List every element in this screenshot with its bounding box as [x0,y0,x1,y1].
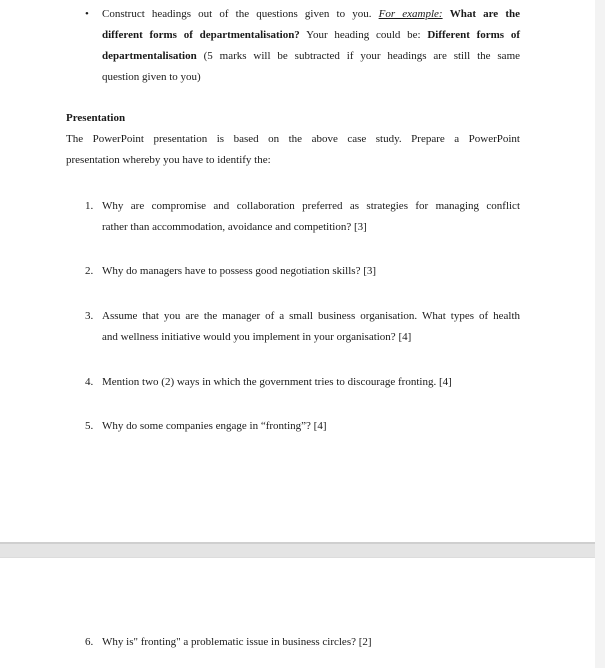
question-5-number: 5. [85,420,94,432]
presentation-intro-line-1-text: The PowerPoint presentation is based on the above case study. Prepare a PowerPoint [66,133,520,145]
question-3-number: 3. [85,310,94,322]
question-3-line-1 [102,309,520,323]
bullet-line-2-mid: Your heading could be: [306,29,421,41]
bullet-line-3 [102,49,520,63]
question-1-line-1 [102,199,520,213]
bullet-line-2 [102,28,520,42]
question-1-number: 1. [85,200,94,212]
question-4-line-1: Mention two (2) ways in which the government tries to discourage fronting. [4] [102,376,452,388]
heading-bold-2: departmentalisation [102,50,197,62]
document-page-2 [0,558,595,668]
page-break-separator [0,542,595,558]
question-4-number: 4. [85,376,94,388]
bullet-line-3-rest: (5 marks will be subtracted if your headings are still the same [203,50,521,62]
bullet-line-1-prefix: Construct headings out of the questions given to you. [102,8,372,20]
question-2-line-1: Why do managers have to possess good negotiation skills? [3] [102,265,377,277]
viewer-scroll-gutter[interactable] [595,0,605,668]
bullet-marker: • [85,8,89,20]
example-label: For example: [378,8,443,20]
heading-bold-1: Different forms of [427,29,520,41]
question-1-line-2: rather than accommodation, avoidance and competition? [3] [102,221,367,233]
question-bold-2: different forms of departmentalisation? [102,29,300,41]
question-bold-1: What are the [449,8,520,20]
presentation-heading: Presentation [66,112,126,124]
presentation-intro-line-2: presentation whereby you have to identify the: [66,154,271,166]
question-2-number: 2. [85,265,94,277]
bullet-line-4: question given to you) [102,71,201,83]
question-6-line-1: Why is" fronting" a problematic issue in business circles? [2] [102,636,372,648]
question-6-number: 6. [85,636,94,648]
presentation-intro-line-1 [66,132,520,146]
question-5-line-1: Why do some companies engage in “fronting”? [4] [102,420,327,432]
question-1-line-1-text: Why are compromise and collaboration preferred as strategies for managing conflict [102,200,520,212]
question-3-line-2: and wellness initiative would you implement in your organisation? [4] [102,331,412,343]
question-3-line-1-text: Assume that you are the manager of a small business organisation. What types of health [102,310,520,322]
bullet-line-1 [102,7,520,21]
